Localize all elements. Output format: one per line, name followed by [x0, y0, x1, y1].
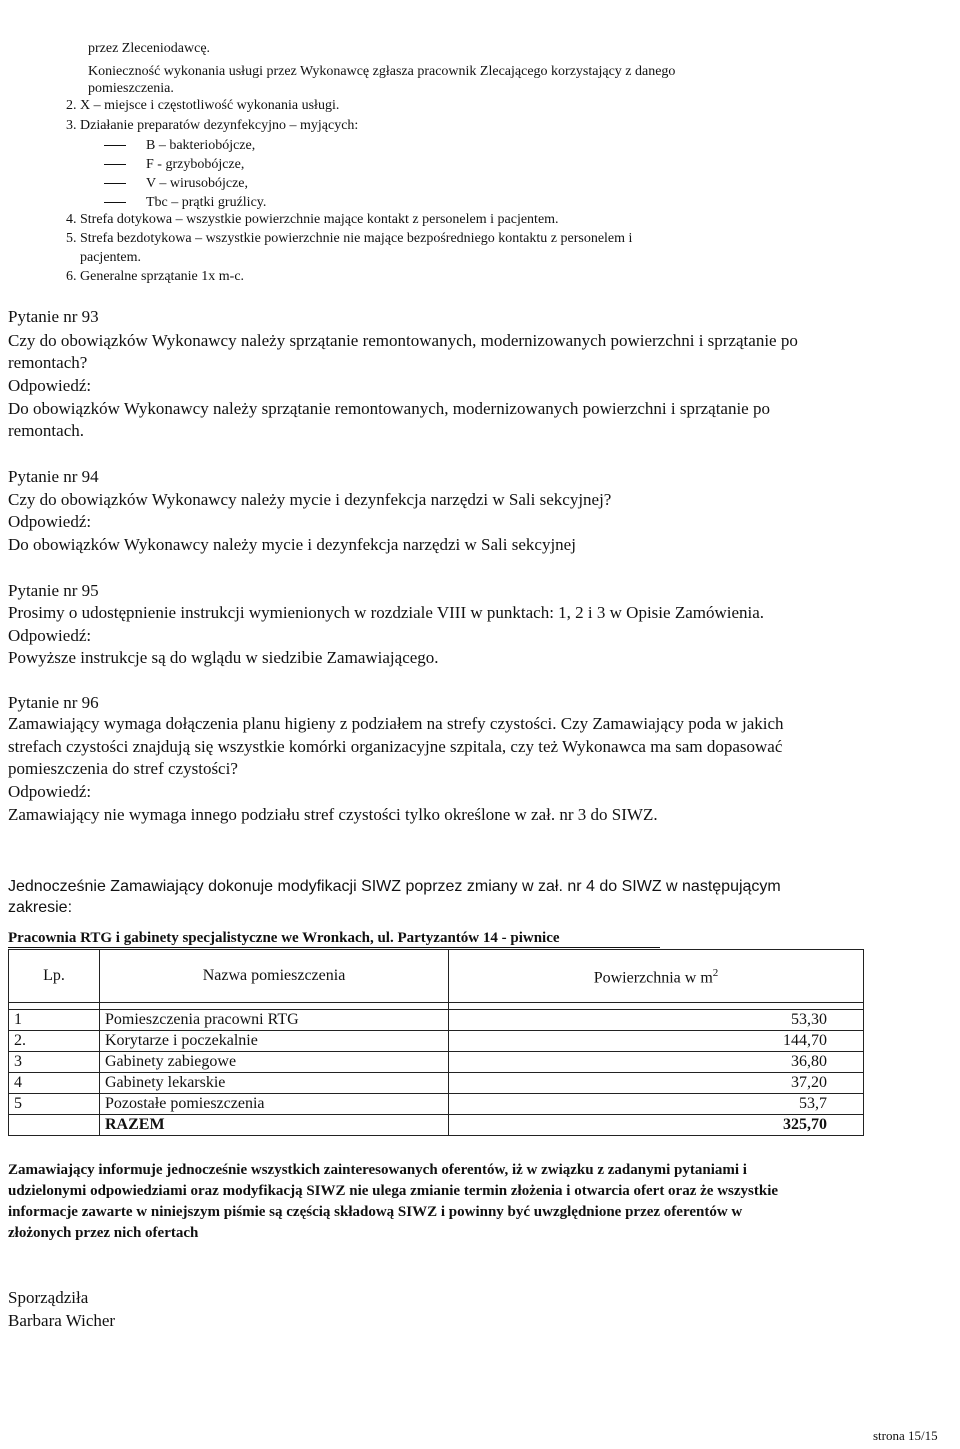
table-row: 3 Gabinety zabiegowe 36,80	[9, 1052, 864, 1073]
question-96-text: strefach czystości znajdują się wszystkie komórki organizacyjne szpitala, czy też Wykonawca ma sam dopasować	[8, 737, 783, 756]
notice-line-2: udzielonymi odpowiedziami oraz modyfikacją SIWZ nie ulega zmianie termin złożenia i otwarcia ofert oraz że wszystkie	[8, 1183, 779, 1199]
notice-line-1: Zamawiający informuje jednocześnie wszystkich zainteresowanych oferentów, iż w związku z zadanymi pytaniami i	[8, 1162, 747, 1178]
table-spacer-row	[9, 1003, 864, 1010]
intro-item-5a: 5. Strefa bezdotykowa – wszystkie powierzchnie nie mające bezpośredniego kontaktu z personelem i	[66, 231, 633, 246]
intro-item-3: 3. Działanie preparatów dezynfekcyjno – myjących:	[66, 118, 359, 133]
intro-line-1: przez Zleceniodawcę.	[88, 41, 211, 56]
table-row: 2. Korytarze i poczekalnie 144,70	[9, 1031, 864, 1052]
answer-label: Odpowiedź:	[8, 782, 92, 801]
modification-line-2: zakresie:	[8, 899, 73, 916]
total-value: 325,70	[449, 1115, 864, 1136]
answer-93-text: Do obowiązków Wykonawcy należy sprzątanie remontowanych, modernizowanych powierzchni i sprzątanie po	[8, 399, 770, 418]
table-header-cell: Lp.	[9, 950, 100, 1003]
notice-line-4: złożonych przez nich ofertach	[8, 1225, 199, 1241]
intro-line-2: Konieczność wykonania usługi przez Wykonawcę zgłasza pracownik Zlecającego korzystający z danego	[88, 64, 676, 79]
bullet-item: Tbc – prątki gruźlicy.	[104, 194, 266, 212]
answer-93-text: remontach.	[8, 421, 84, 440]
answer-94-text: Do obowiązków Wykonawcy należy mycie i dezynfekcja narzędzi w Sali sekcyjnej	[8, 535, 576, 554]
signature-name: Barbara Wicher	[8, 1311, 116, 1330]
question-96-title: Pytanie nr 96	[8, 693, 99, 712]
dash-icon	[104, 183, 126, 184]
intro-item-4: 4. Strefa dotykowa – wszystkie powierzchnie mające kontakt z personelem i pacjentem.	[66, 212, 559, 227]
dash-icon	[104, 145, 126, 146]
question-96-text: Zamawiający wymaga dołączenia planu higieny z podziałem na strefy czystości. Czy Zamawiający poda w jakich	[8, 714, 784, 733]
answer-label: Odpowiedź:	[8, 626, 92, 645]
table-header-cell: Nazwa pomieszczenia	[100, 950, 449, 1003]
answer-95-text: Powyższe instrukcje są do wglądu w siedzibie Zamawiającego.	[8, 648, 439, 667]
table-row: 4 Gabinety lekarskie 37,20	[9, 1073, 864, 1094]
intro-item-5b: pacjentem.	[80, 250, 142, 265]
table-header-row	[9, 950, 864, 1003]
intro-line-3: pomieszczenia.	[88, 81, 174, 96]
bullet-item: V – wirusobójcze,	[104, 175, 248, 193]
question-94-title: Pytanie nr 94	[8, 467, 99, 486]
question-94-text: Czy do obowiązków Wykonawcy należy mycie i dezynfekcja narzędzi w Sali sekcyjnej?	[8, 490, 612, 509]
question-95-text: Prosimy o udostępnienie instrukcji wymienionych w rozdziale VIII w punktach: 1, 2 i 3 w Opisie Zamówienia.	[8, 603, 765, 622]
dash-icon	[104, 164, 126, 165]
dash-icon	[104, 202, 126, 203]
notice-line-3: informacje zawarte w niniejszym piśmie są częścią składową SIWZ i powinny być uwzględnione przez oferentów w	[8, 1204, 743, 1220]
question-93-text: remontach?	[8, 353, 88, 372]
question-93-text: Czy do obowiązków Wykonawcy należy sprzątanie remontowanych, modernizowanych powierzchni i sprzątanie po	[8, 331, 798, 350]
section-title: Pracownia RTG i gabinety specjalistyczne we Wronkach, ul. Partyzantów 14 - piwnice	[8, 930, 560, 946]
total-label: RAZEM	[100, 1115, 449, 1136]
answer-96-text: Zamawiający nie wymaga innego podziału stref czystości tylko określone w zał. nr 3 do SIWZ.	[8, 805, 658, 824]
intro-item-2: 2. X – miejsce i częstotliwość wykonania usługi.	[66, 98, 340, 113]
modification-line-1: Jednocześnie Zamawiający dokonuje modyfikacji SIWZ poprzez zmiany w zał. nr 4 do SIWZ w następującym	[8, 878, 781, 895]
section-title-underline	[8, 947, 660, 948]
rooms-table	[8, 949, 864, 1136]
signature-label: Sporządziła	[8, 1288, 89, 1307]
question-95-title: Pytanie nr 95	[8, 581, 99, 600]
table-header-cell: Powierzchnia w $m^2$	[449, 950, 864, 1003]
table-row: 1 Pomieszczenia pracowni RTG 53,30	[9, 1010, 864, 1031]
page-number: strona 15/15	[873, 1428, 938, 1443]
question-96-text: pomieszczenia do stref czystości?	[8, 759, 238, 778]
intro-item-6: 6. Generalne sprzątanie 1x m-c.	[66, 269, 245, 284]
question-93-title: Pytanie nr 93	[8, 307, 99, 326]
answer-label: Odpowiedź:	[8, 512, 92, 531]
table-total-row	[9, 1115, 864, 1136]
bullet-item: F - grzybobójcze,	[104, 156, 244, 174]
bullet-item: B – bakteriobójcze,	[104, 137, 255, 155]
answer-label: Odpowiedź:	[8, 376, 92, 395]
table-row: 5 Pozostałe pomieszczenia 53,7	[9, 1094, 864, 1115]
